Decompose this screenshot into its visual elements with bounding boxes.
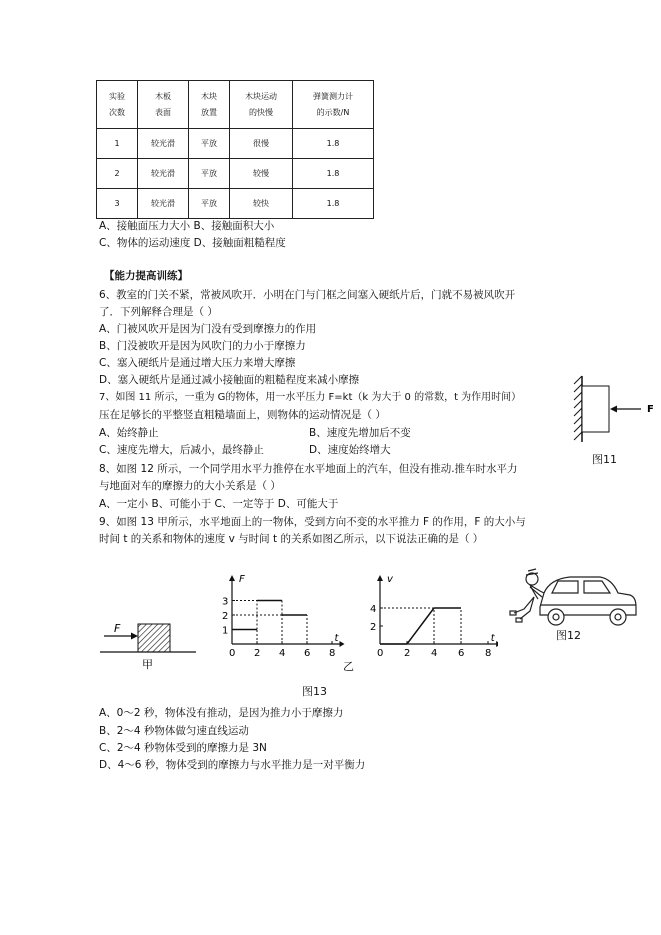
- table-cell: 平放: [189, 129, 230, 159]
- x-tick-label: 0: [229, 648, 236, 659]
- yi-label: 乙: [343, 660, 354, 673]
- table-cell: 3: [97, 189, 138, 219]
- y-axis-label: F: [239, 574, 245, 585]
- table-cell: 较光滑: [138, 129, 189, 159]
- figure-13-caption: 图13: [302, 685, 327, 698]
- y-tick-label: 3: [222, 596, 229, 608]
- q8-options: A、一定小 B、可能小于 C、一定等于 D、可能大于: [99, 498, 339, 510]
- push-force-label: F: [114, 622, 121, 635]
- q9-stem-line2: 时间 t 的关系和物体的速度 v 与时间 t 的关系如图乙所示，以下说法正确的是（ ）: [99, 533, 484, 545]
- table-header-row: [97, 81, 374, 129]
- x-tick-label: 2: [254, 648, 261, 659]
- table-cell: 较快: [230, 189, 293, 219]
- table-header-cell: 实验 次数: [97, 81, 138, 129]
- q5-options-row1: A、接触面压力大小 B、接触面积大小: [99, 220, 275, 232]
- x-tick-label: 8: [329, 648, 336, 659]
- figure-11-caption: 图11: [592, 453, 617, 466]
- q6-option-a: A、门被风吹开是因为门没有受到摩擦力的作用: [99, 323, 317, 335]
- table-cell: 1.8: [293, 189, 374, 219]
- table-row: [97, 159, 374, 189]
- table-header-cell: 弹簧测力计 的示数/N: [293, 81, 374, 129]
- figure-12-caption: 图12: [556, 629, 581, 642]
- x-tick-label: 4: [279, 648, 286, 659]
- x-tick-label: 0: [377, 648, 384, 659]
- q9-stem-line1: 9、如图 13 甲所示，水平地面上的一物体，受到方向不变的水平推力 F 的作用，F 的大小与: [99, 516, 526, 528]
- q7-option-d: D、速度始终增大: [309, 444, 391, 456]
- push-force-arrowhead: [131, 633, 138, 640]
- q6-option-c: C、塞入硬纸片是通过增大压力来增大摩擦: [99, 357, 296, 369]
- y-tick-label: 1: [222, 625, 229, 637]
- q9-option-b: B、2～4 秒物体做匀速直线运动: [99, 725, 249, 737]
- figure-12-car-push-illustration: [504, 563, 640, 633]
- y-tick-label: 4: [370, 604, 377, 615]
- x-axis-label: t: [490, 633, 495, 644]
- table-cell: 较慢: [230, 159, 293, 189]
- force-time-graph: [218, 570, 346, 662]
- table-row: [97, 129, 374, 159]
- q9-option-d: D、4～6 秒，物体受到的摩擦力与水平推力是一对平衡力: [99, 759, 366, 771]
- table-header-cell: 木块运动 的快慢: [230, 81, 293, 129]
- q6-stem-line1: 6、教室的门关不紧，常被风吹开．小明在门与门框之间塞入硬纸片后，门就不易被风吹开: [99, 289, 516, 301]
- y-axis-arrowhead: [377, 575, 383, 581]
- hatched-block: [138, 624, 170, 652]
- table-cell: 平放: [189, 159, 230, 189]
- experiment-table: [96, 80, 374, 219]
- table-cell: 1.8: [293, 129, 374, 159]
- data-segment: [407, 608, 434, 644]
- q6-option-d: D、塞入硬纸片是通过减小接触面的粗糙程度来减小摩擦: [99, 374, 360, 386]
- x-tick-label: 6: [304, 648, 311, 659]
- table-header-cell: 木块 放置: [189, 81, 230, 129]
- force-arrowhead: [610, 406, 617, 413]
- q7-option-b: B、速度先增加后不变: [309, 427, 411, 439]
- table-header-cell: 木板 表面: [138, 81, 189, 129]
- q7-stem-line2: 压在足够长的平整竖直粗糙墙面上，则物体的运动情况是（ ）: [99, 409, 386, 421]
- y-axis-label: v: [387, 574, 393, 585]
- y-axis-arrowhead: [229, 575, 235, 581]
- table-cell: 较光滑: [138, 159, 189, 189]
- wall-hatching: [574, 376, 582, 440]
- figure-13-jia-diagram: [98, 610, 198, 670]
- y-tick-label: 2: [222, 611, 229, 622]
- x-tick-label: 2: [404, 648, 411, 659]
- table-cell: 1.8: [293, 159, 374, 189]
- q5-options-row2: C、物体的运动速度 D、接触面粗糙程度: [99, 237, 286, 249]
- x-axis-arrowhead: [340, 641, 345, 647]
- x-axis-label: t: [334, 633, 339, 644]
- x-tick-label: 8: [485, 648, 492, 659]
- person-illustration: [510, 569, 544, 622]
- q8-stem-line1: 8、如图 12 所示，一个同学用水平力推停在水平地面上的汽车，但没有推动.推车时水平力: [99, 463, 518, 475]
- section-title: 【能力提高训练】: [104, 270, 188, 282]
- x-tick-label: 6: [458, 648, 465, 659]
- table-row: [97, 189, 374, 219]
- car-illustration: [540, 577, 636, 625]
- block: [582, 386, 609, 432]
- q7-option-a: A、始终静止: [99, 427, 159, 439]
- q9-option-c: C、2～4 秒物体受到的摩擦力是 3N: [99, 742, 267, 754]
- figure-11-wall-diagram: [570, 374, 658, 444]
- table-cell: 很慢: [230, 129, 293, 159]
- table-cell: 1: [97, 129, 138, 159]
- q8-stem-line2: 与地面对车的摩擦力的大小关系是（ ）: [99, 480, 281, 492]
- q7-option-c: C、速度先增大，后减小，最终静止: [99, 444, 264, 456]
- q6-stem-line2: 了．下列解释合理是（ ）: [99, 306, 218, 318]
- force-label: F: [647, 404, 654, 415]
- y-tick-label: 2: [370, 622, 377, 633]
- table-cell: 较光滑: [138, 189, 189, 219]
- q9-option-a: A、0～2 秒，物体没有推动，是因为推力小于摩擦力: [99, 707, 344, 719]
- q6-option-b: B、门没被吹开是因为风吹门的力小于摩擦力: [99, 340, 306, 352]
- jia-label: 甲: [142, 658, 153, 670]
- table-cell: 2: [97, 159, 138, 189]
- velocity-time-graph: [366, 570, 498, 662]
- x-tick-label: 4: [431, 648, 438, 659]
- table-cell: 平放: [189, 189, 230, 219]
- q7-stem-line1: 7、如图 11 所示，一重为 G的物体，用一水平压力 F=kt（k 为大于 0 的常数，t 为作用时间）: [99, 392, 522, 403]
- x-axis-arrowhead: [496, 641, 498, 647]
